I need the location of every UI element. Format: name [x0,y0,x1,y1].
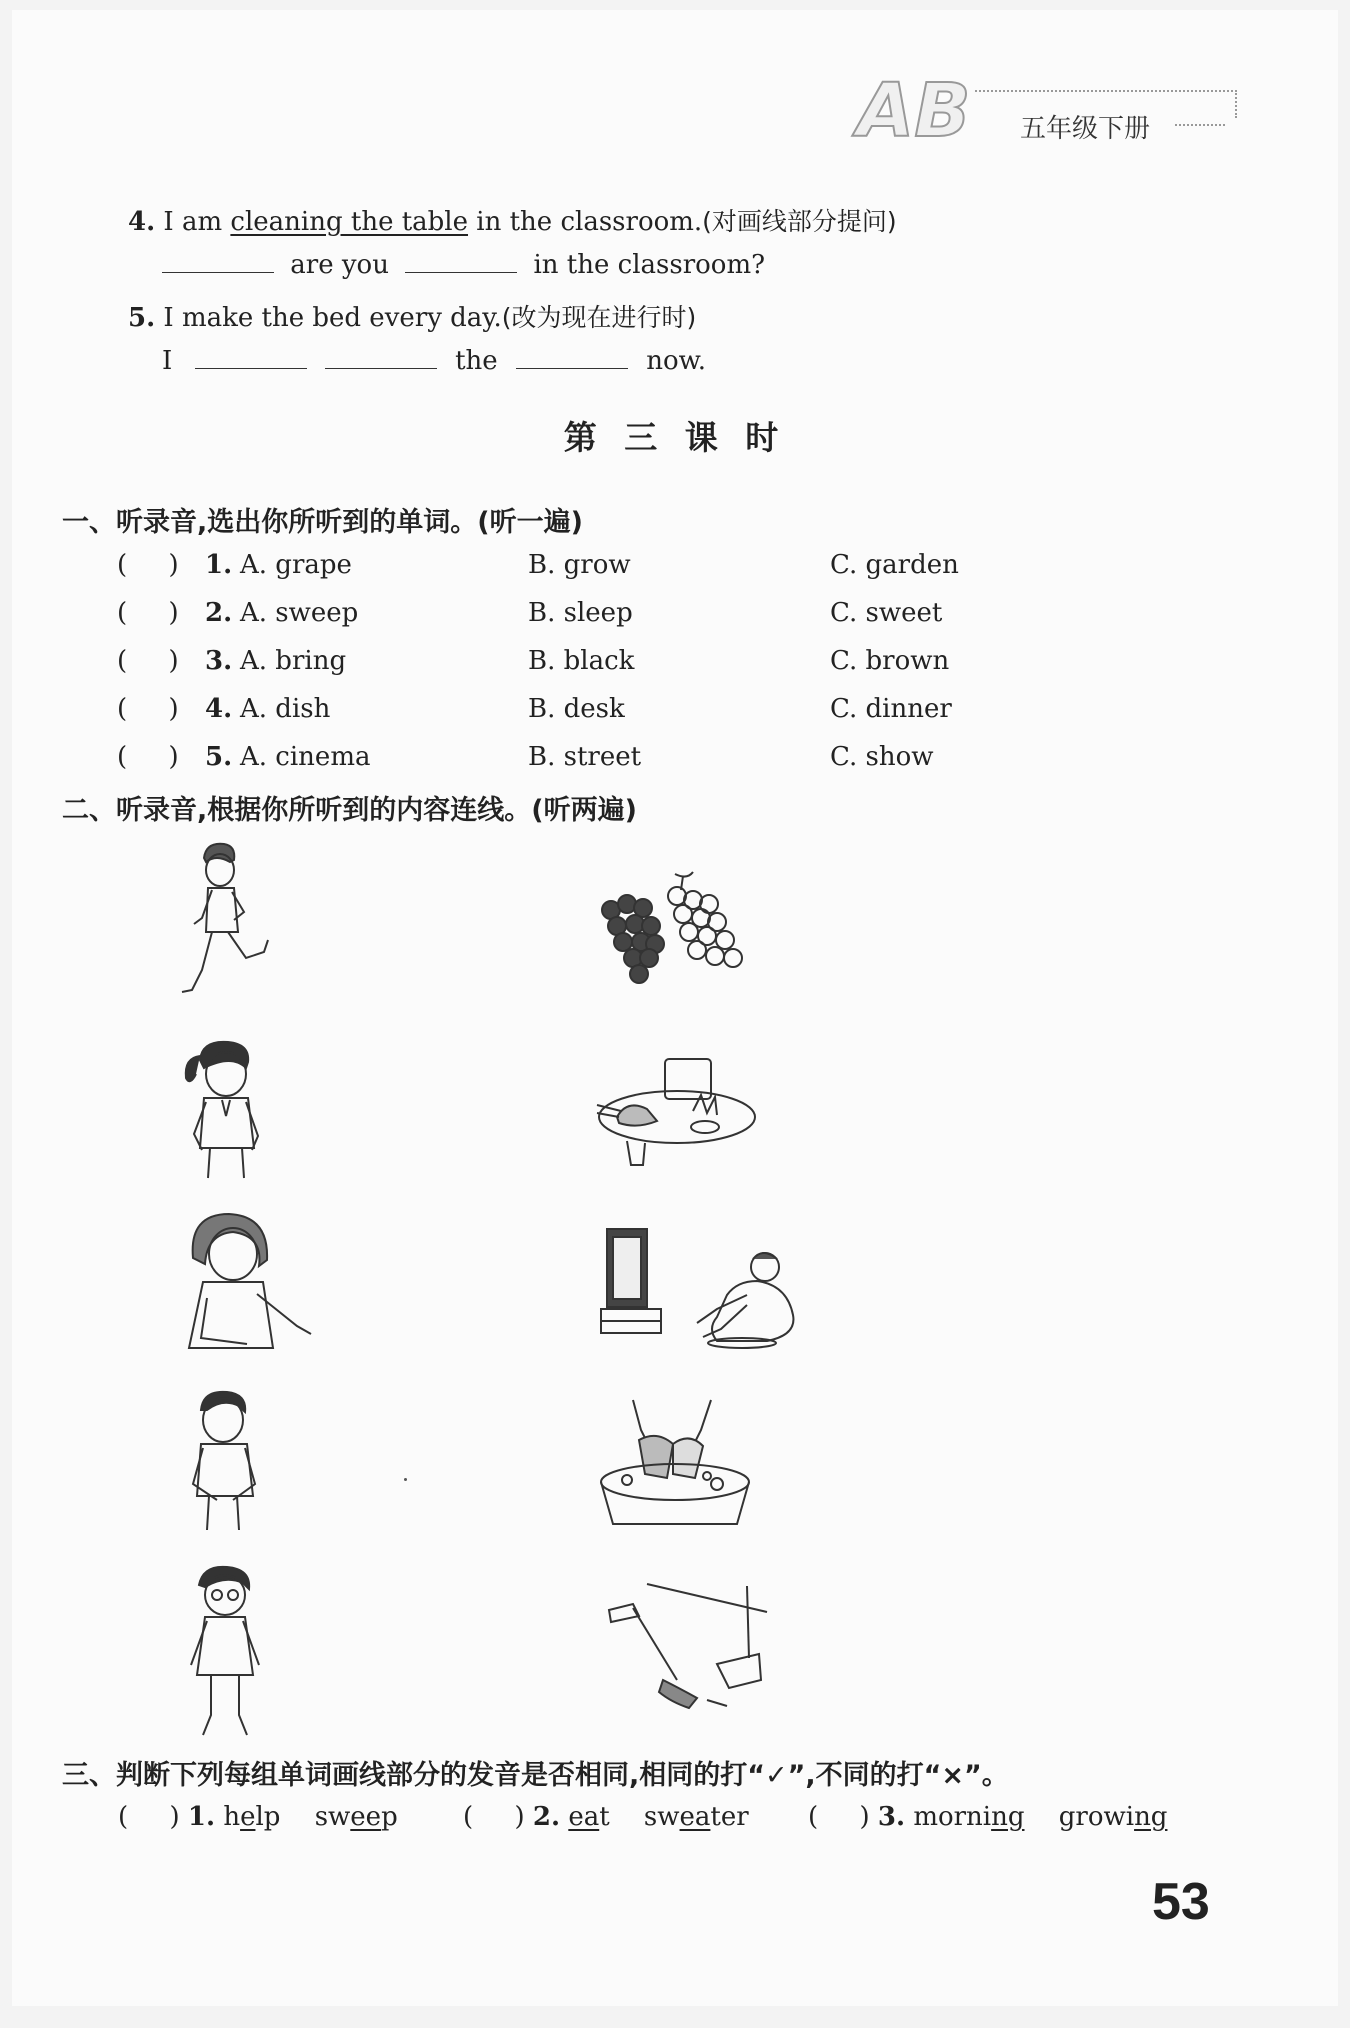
underlined-phrase: cleaning the table [230,207,469,237]
item-number: 2. [205,598,233,628]
girl-glasses-illustration[interactable] [177,1565,277,1740]
answer-blank[interactable] [195,346,307,369]
word-part: morni [913,1802,992,1832]
option-b: B. grow [528,550,631,580]
page-number: 53 [1152,1873,1210,1931]
watching-tv-illustration[interactable] [597,1225,797,1350]
option-a: A. cinema [240,742,371,772]
underlined-letters: e [240,1802,256,1832]
option-a: A. dish [240,694,331,724]
word [315,1802,398,1832]
underlined-letters: ea [568,1802,600,1832]
word [568,1802,609,1832]
answer-bracket[interactable]: ( ) [463,1802,525,1832]
answer-blank[interactable] [162,250,274,273]
exercise-number: 4. [128,207,156,237]
answer-bracket[interactable]: ( ) [118,1802,180,1832]
item-number: 1. [187,1802,216,1832]
underlined-letters: ng [991,1802,1025,1832]
item-number: 5. [205,742,233,772]
word [223,1802,280,1832]
answer-bracket[interactable]: ( ) [808,1802,870,1832]
answer-blank[interactable] [405,250,517,273]
workbook-page [12,10,1338,2006]
exercise-4-question [128,202,897,238]
option-c: C. sweet [830,598,943,628]
option-a: A. bring [240,646,347,676]
stray-dot [404,1478,407,1481]
washing-clothes-illustration[interactable] [597,1400,757,1530]
header [857,58,1247,158]
option-c: C. brown [830,646,950,676]
word-part: sw [643,1802,680,1832]
answer-blank[interactable] [516,346,628,369]
underlined-letters: ea [679,1802,711,1832]
answer-bracket[interactable]: ( ) [117,550,179,580]
option-b: B. black [528,646,635,676]
sentence-part: are you [290,250,389,280]
item-number: 3. [877,1802,906,1832]
option-b: B. sleep [528,598,633,628]
book-label: 五年级下册 [1020,114,1151,144]
answer-bracket[interactable]: ( ) [117,598,179,628]
grapes-illustration[interactable] [597,870,752,990]
exercise-number: 5. [128,303,156,333]
instruction: (对画线部分提问) [702,207,897,236]
word [1059,1802,1168,1832]
option-b: B. desk [528,694,625,724]
option-c: C. show [830,742,934,772]
word [913,1802,1024,1832]
word-part: lp [255,1802,281,1832]
exercise-4-answer [162,250,765,280]
sentence-part: I [162,346,173,376]
word-part: t [599,1802,610,1832]
sentence-part: now. [646,346,707,376]
word-part: p [381,1802,398,1832]
option-b: B. street [528,742,642,772]
header-dotted-tick [1235,90,1237,118]
item-number: 4. [205,694,233,724]
option-c: C. garden [830,550,959,580]
answer-bracket[interactable]: ( ) [117,646,179,676]
header-dotted-rule [975,90,1237,92]
answer-bracket[interactable]: ( ) [117,694,179,724]
word-part: h [223,1802,241,1832]
item-number: 3. [205,646,233,676]
option-a: A. grape [240,550,352,580]
cleaning-table-illustration[interactable] [597,1055,757,1175]
word-part: ter [710,1802,749,1832]
sweeping-floor-illustration[interactable] [597,1580,772,1715]
book-logo: AB [857,68,971,154]
item-number: 2. [532,1802,561,1832]
list-item [808,1802,1167,1832]
sentence-part: I make the bed every day. [163,303,502,333]
sentence-part: I am [163,207,223,237]
section-1-title: 一、听录音,选出你所听到的单词。(听一遍) [62,507,583,538]
header-dotted-tail [1175,124,1225,126]
word-part: growi [1058,1802,1135,1832]
instruction: (改为现在进行时) [501,303,697,332]
section-2-title: 二、听录音,根据你所听到的内容连线。(听两遍) [62,795,637,826]
list-item [118,1802,398,1832]
word-part: sw [314,1802,351,1832]
underlined-letters: ng [1134,1802,1168,1832]
underlined-letters: ee [350,1802,382,1832]
list-item [463,1802,749,1832]
exercise-5-answer [162,346,706,376]
item-number: 1. [205,550,233,580]
answer-blank[interactable] [325,346,437,369]
girl-ponytail-illustration[interactable] [172,1038,282,1183]
boy-running-illustration[interactable] [172,840,282,1010]
option-a: A. sweep [240,598,359,628]
word [644,1802,749,1832]
sentence-part: the [455,346,498,376]
boy-standing-illustration[interactable] [177,1388,277,1533]
answer-bracket[interactable]: ( ) [117,742,179,772]
girl-bob-hair-illustration[interactable] [177,1208,327,1358]
exercise-5-question [128,298,696,334]
sentence-part: in the classroom? [533,250,766,280]
option-c: C. dinner [830,694,952,724]
section-3-title: 三、判断下列每组单词画线部分的发音是否相同,相同的打“✓”,不同的打“×”。 [62,1760,1009,1791]
lesson-title: 第 三 课 时 [563,418,787,457]
sentence-part: in the classroom. [476,207,703,237]
